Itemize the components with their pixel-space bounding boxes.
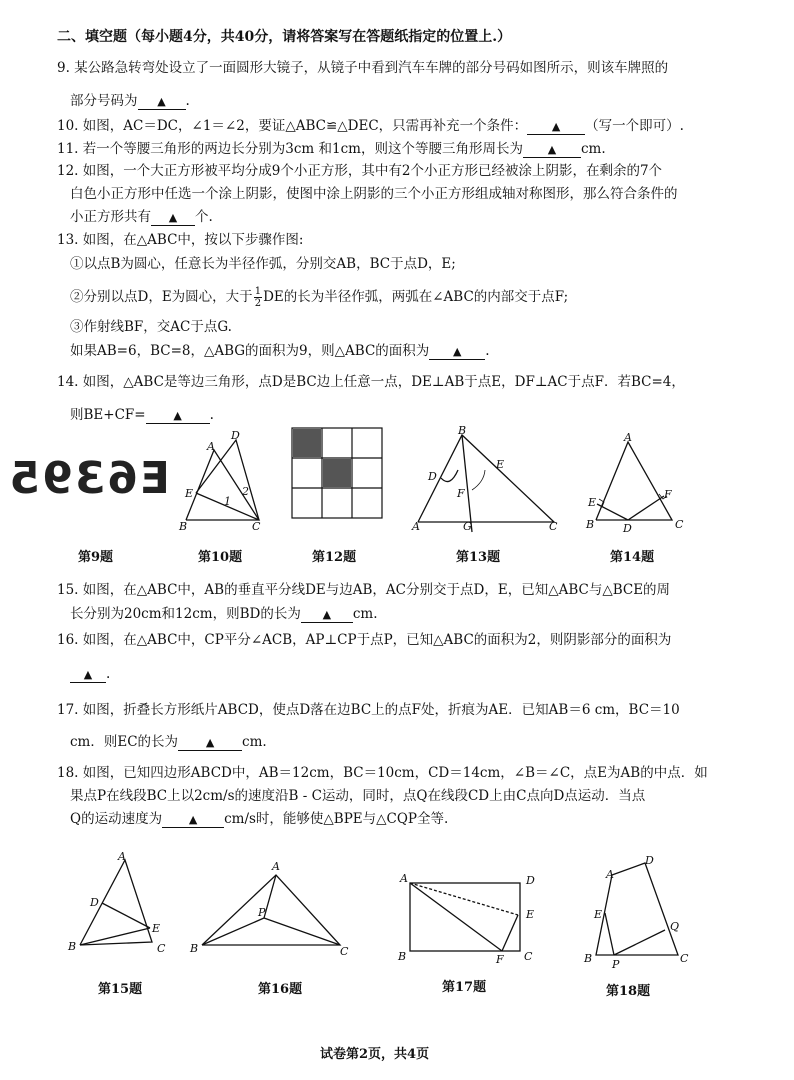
q13-text-5a: 如果AB=6，BC=8，△ABG的面积为9，则△ABC的面积为 — [70, 343, 430, 359]
q13-step2-a: ②分别以点D，E为圆心，大于 — [70, 289, 253, 305]
q9-text-a: 部分号码为 — [70, 93, 138, 109]
figure-q16 — [202, 875, 340, 945]
caption-q16: 第16题 — [258, 982, 303, 997]
q14-label-E: E — [588, 496, 597, 509]
q13-number: 13. — [57, 232, 79, 248]
q10-label-B: B — [179, 520, 188, 533]
q18-label-E: E — [594, 908, 603, 921]
mirrored-plate-number: E6395 — [7, 453, 170, 504]
q14-label-D: D — [623, 522, 632, 535]
q11-text-b: cm. — [580, 141, 606, 157]
q15-line1 — [57, 581, 670, 599]
q10-label-A: A — [207, 440, 215, 453]
q16-text-1: 如图，在△ABC中，CP平分∠ACB，AP⊥CP于点P，已知△ABC的面积为2，则阴影部分的面积为 — [82, 632, 672, 648]
q14-label-C: C — [675, 518, 684, 531]
q12-number: 12. — [57, 163, 79, 179]
q14-label-A: A — [624, 431, 632, 444]
q17-label-F: F — [496, 953, 504, 966]
q18-label-C: C — [680, 952, 689, 965]
caption-q15: 第15题 — [98, 982, 143, 997]
q10-text-b: （写一个即可）. — [585, 118, 684, 134]
q13-text-1: 如图，在△ABC中，按以下步骤作图: — [82, 232, 304, 248]
q16-answer-blank[interactable] — [70, 667, 106, 683]
q12-text-3b: 个. — [195, 209, 213, 225]
caption-q17: 第17题 — [442, 980, 487, 995]
q18-label-Q: Q — [670, 920, 680, 933]
blank-marker-icon: ▲ — [551, 120, 561, 133]
q13-label-B: B — [458, 424, 467, 437]
blank-marker-icon: ▲ — [157, 95, 166, 108]
q15-text-2b: cm. — [352, 606, 378, 622]
blank-marker-icon: ▲ — [83, 668, 93, 681]
q16-label-B: B — [190, 942, 199, 955]
q10-label-E: E — [185, 487, 194, 500]
q17-text-2b: cm. — [242, 734, 267, 750]
q17-line1 — [57, 701, 680, 719]
caption-q13: 第13题 — [456, 550, 501, 565]
q13-step3: ③作射线BF，交AC于点G. — [70, 319, 232, 335]
q15-answer-blank[interactable] — [301, 607, 353, 623]
fraction-denominator: 2 — [254, 298, 262, 309]
q10-label-1: 1 — [224, 495, 231, 508]
q17-label-B: B — [398, 950, 407, 963]
q12-line2: 白色小正方形中任选一个涂上阴影，使图中涂上阴影的三个小正方形组成轴对称图形，那么符合条件的 — [70, 186, 678, 202]
caption-q14: 第14题 — [610, 550, 655, 565]
fraction-numerator: 1 — [254, 286, 262, 297]
caption-q9: 第9题 — [78, 550, 114, 565]
q18-line2: 果点P在线段BC上以2cm/s的速度沿B - C运动，同时，点Q在线段CD上由C点向D点运动．当点 — [70, 788, 646, 804]
q16-label-A: A — [272, 860, 280, 873]
q18-label-P: P — [612, 958, 620, 971]
q11-number: 11. — [57, 141, 79, 157]
q12-shaded-square — [323, 459, 351, 487]
q15-line2 — [70, 605, 377, 623]
q14-text-1: 如图，△ABC是等边三角形，点D是BC边上任意一点，DE⊥AB于点E，DF⊥AC于点F．若BC=4， — [82, 374, 685, 390]
q13-step1: ①以点B为圆心，任意长为半径作弧，分别交AB，BC于点D，E; — [70, 256, 456, 272]
q14-label-B: B — [586, 518, 595, 531]
q15-label-D: D — [90, 896, 99, 909]
q18-answer-blank[interactable] — [162, 812, 224, 828]
q10-label-2: 2 — [242, 485, 249, 498]
q17-label-C: C — [524, 950, 533, 963]
q10-label-D: D — [231, 429, 240, 442]
q14-label-F: F — [664, 488, 672, 501]
q15-text-2a: 长分别为20cm和12cm，则BD的长为 — [70, 606, 301, 622]
figure-q14 — [596, 442, 672, 520]
q12-text-3a: 小正方形共有 — [70, 209, 151, 225]
blank-marker-icon: ▲ — [322, 608, 332, 621]
q13-label-D: D — [428, 470, 437, 483]
q15-label-C: C — [157, 942, 166, 955]
caption-q12: 第12题 — [312, 550, 357, 565]
q18-number: 18. — [57, 765, 79, 781]
q9-number: 9. — [57, 60, 70, 76]
q13-label-C: C — [549, 520, 558, 533]
q16-line2 — [70, 665, 110, 683]
q17-label-A: A — [400, 872, 408, 885]
q17-line2 — [70, 733, 267, 751]
q14-text-2b: . — [209, 407, 214, 423]
figure-q13 — [418, 435, 554, 532]
q16-label-P: P — [258, 906, 266, 919]
blank-marker-icon: ▲ — [205, 736, 215, 749]
q18-text-3a: Q的运动速度为 — [70, 811, 163, 827]
q15-label-A: A — [118, 850, 126, 863]
blank-marker-icon: ▲ — [547, 143, 557, 156]
q14-number: 14. — [57, 374, 79, 390]
q18-line1 — [57, 764, 708, 782]
figure-q10 — [186, 440, 259, 520]
q15-label-E: E — [152, 922, 161, 935]
q16-line1 — [57, 631, 671, 649]
caption-q18: 第18题 — [606, 984, 651, 999]
q18-label-D: D — [645, 854, 654, 867]
q11-text-a: 若一个等腰三角形的两边长分别为3cm 和1cm，则这个等腰三角形周长为 — [82, 141, 523, 157]
blank-marker-icon: ▲ — [173, 409, 182, 422]
q9-text: 某公路急转弯处设立了一面圆形大镜子，从镜子中看到汽车车牌的部分号码如图所示，则该车牌照的 — [74, 60, 669, 76]
q15-number: 15. — [57, 582, 79, 598]
q13-label-F: F — [457, 487, 465, 500]
q14-text-2a: 则BE+CF= — [70, 407, 146, 423]
caption-q10: 第10题 — [198, 550, 243, 565]
q12-shaded-square — [293, 429, 321, 457]
section-title: 二、填空题（每小题4分，共40分，请将答案写在答题纸指定的位置上.） — [57, 29, 512, 45]
q15-text-1: 如图，在△ABC中，AB的垂直平分线DE与边AB，AC分别交于点D，E，已知△ABC与△BCE的周 — [82, 582, 671, 598]
q15-label-B: B — [68, 940, 77, 953]
q16-text-2b: . — [106, 666, 111, 682]
q17-number: 17. — [57, 702, 79, 718]
blank-marker-icon: ▲ — [168, 211, 178, 224]
q16-label-C: C — [340, 945, 349, 958]
q13-text-5b: . — [485, 343, 490, 359]
q12-text-1: 如图，一个大正方形被平均分成9个小正方形，其中有2个小正方形已经被涂上阴影，在剩余的7个 — [82, 163, 663, 179]
page-footer: 试卷第2页，共4页 — [320, 1047, 430, 1062]
q10-text-a: 如图，AC＝DC，∠1＝∠2，要证△ABC≌△DEC，只需再补充一个条件： — [82, 118, 528, 134]
q18-text-1: 如图，已知四边形ABCD中，AB＝12cm，BC＝10cm，CD＝14cm，∠B＝∠C，点E为AB的中点．如 — [82, 765, 708, 781]
blank-marker-icon: ▲ — [453, 345, 462, 358]
q10-number: 10. — [57, 118, 79, 134]
q10-label-C: C — [252, 520, 261, 533]
q17-text-1: 如图，折叠长方形纸片ABCD，使点D落在边BC上的点F处，折痕为AE．已知AB＝6 cm，BC＝10 — [82, 702, 680, 718]
blank-marker-icon: ▲ — [188, 813, 198, 826]
q18-text-3b: cm/s时，能够使△BPE与△CQP全等. — [224, 811, 449, 827]
q17-label-E: E — [526, 908, 535, 921]
q13-label-G: G — [463, 520, 472, 533]
q13-step2-b: DE的长为半径作弧，两弧在∠ABC的内部交于点F; — [263, 289, 569, 305]
q17-text-2a: cm．则EC的长为 — [70, 734, 179, 750]
q9-text-b: . — [185, 93, 190, 109]
q18-label-A: A — [606, 868, 614, 881]
q16-number: 16. — [57, 632, 79, 648]
q17-answer-blank[interactable] — [178, 735, 242, 751]
q13-label-A: A — [412, 520, 420, 533]
figure-q17 — [410, 883, 520, 951]
q18-label-B: B — [584, 952, 593, 965]
q13-label-E: E — [496, 458, 505, 471]
q18-line3 — [70, 810, 448, 828]
q17-label-D: D — [526, 874, 535, 887]
